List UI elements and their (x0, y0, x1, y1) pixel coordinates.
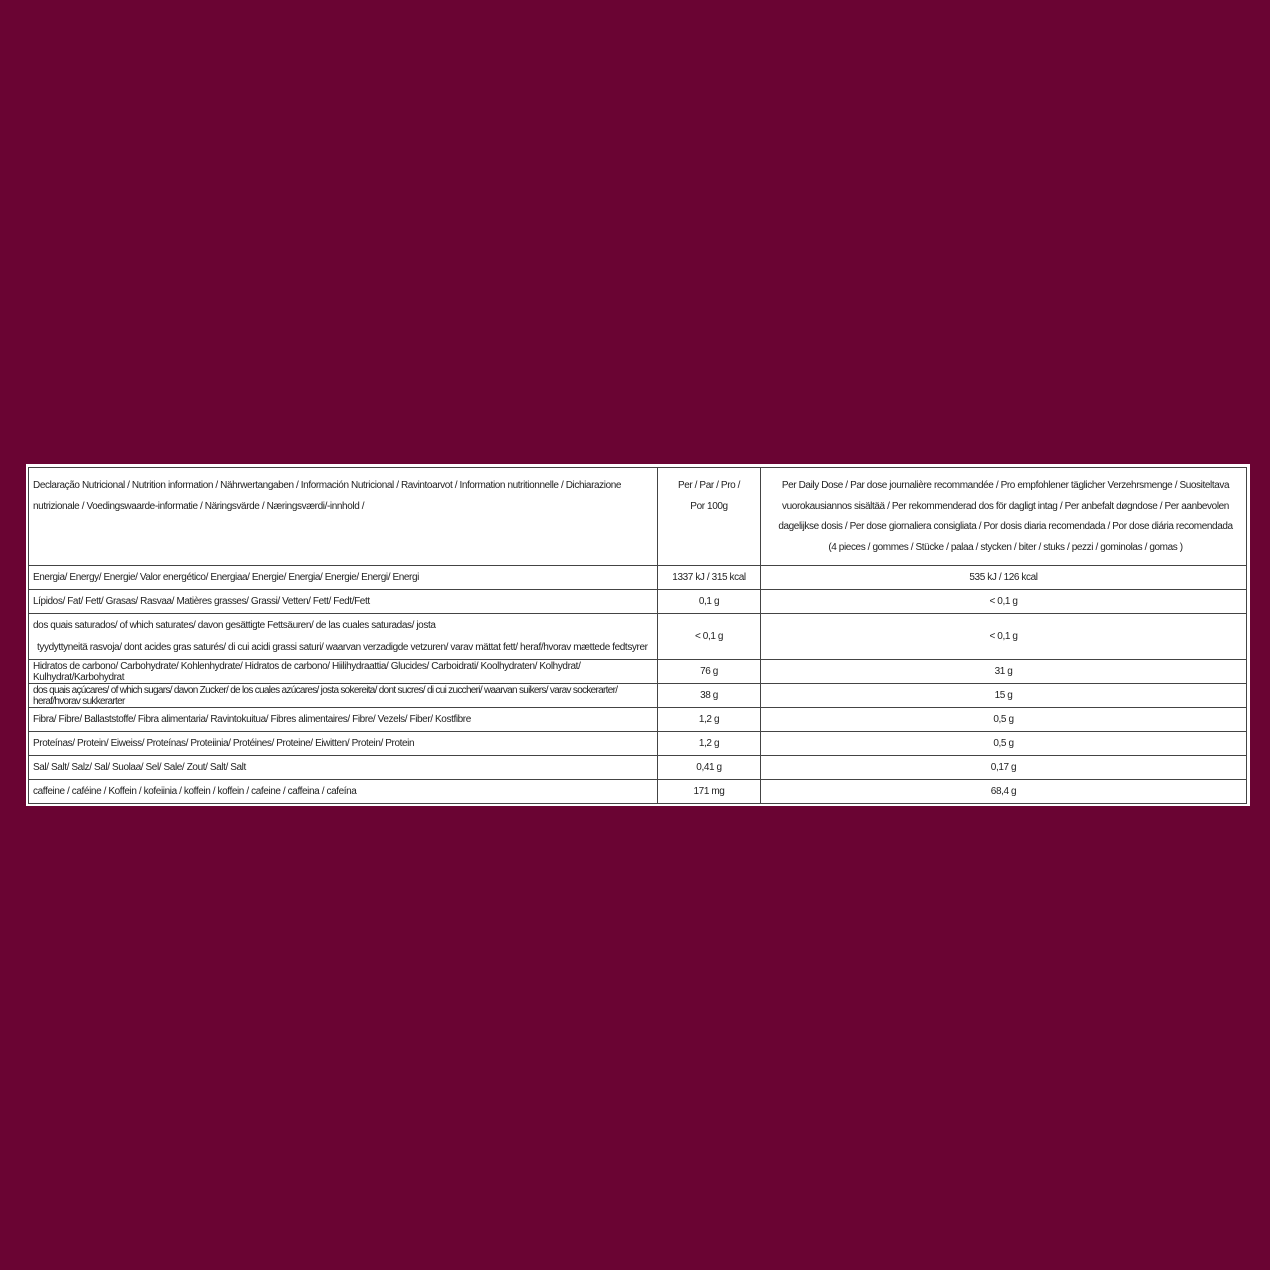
table-row-salt (29, 756, 1247, 780)
header-per100-cell: Per / Par / Pro / Por 100g (658, 468, 761, 566)
row-label-line-1: dos quais saturados/ of which saturates/ davon gesättigte Fettsäuren/ de las cuales saturadas/ josta (33, 619, 436, 631)
row-label: Energia/ Energy/ Energie/ Valor energético/ Energiaa/ Energie/ Energia/ Energie/ Energi/ Energi (29, 566, 658, 590)
row-label: Lípidos/ Fat/ Fett/ Grasas/ Rasvaa/ Matières grasses/ Grassi/ Vetten/ Fett/ Fedt/Fett (29, 590, 658, 614)
table-row-saturates (29, 614, 1247, 660)
row-per100: 0,1 g (658, 590, 761, 614)
row-per100: < 0,1 g (658, 614, 761, 660)
row-per100: 38 g (658, 684, 761, 708)
row-label (29, 614, 658, 660)
row-label: dos quais açúcares/ of which sugars/ davon Zucker/ de los cuales azúcares/ josta sokereita/ dont sucres/ di cui zuccheri/ waarvan suikers/ varav sockerarter/ heraf/hvorav sukkerarter (29, 684, 658, 708)
row-per100: 1337 kJ / 315 kcal (658, 566, 761, 590)
header-label-cell: Declaração Nutricional / Nutrition information / Nährwertangaben / Información Nutricional / Ravintoarvot / Information nutritionnelle / Dichiarazione nutrizionale / Voedingswaarde-informatie / Näringsvärde / Næringsværdi/-innhold / (29, 468, 658, 566)
row-daily: < 0,1 g (761, 614, 1247, 660)
table-row-fibre (29, 708, 1247, 732)
header-daily-cell: Per Daily Dose / Par dose journalière recommandée / Pro empfohlener täglicher Verzehrsmenge / Suositeltava vuorokausiannos sisältää / Per rekommenderad dos för dagligt intag / Per anbefalt døgndose / Per aanbevolen dagelijkse dosis / Per dose giornaliera consigliata / Por dosis diaria recomendada / Por dose diária recomendada (4 pieces / gommes / Stücke / palaa / stycken / biter / stuks / pezzi / gominolas / gomas ) (761, 468, 1247, 566)
table-row-fat (29, 590, 1247, 614)
row-per100: 76 g (658, 660, 761, 684)
row-daily: 31 g (761, 660, 1247, 684)
row-daily: 0,5 g (761, 732, 1247, 756)
row-per100: 171 mg (658, 780, 761, 804)
table-row-energy (29, 566, 1247, 590)
row-per100: 1,2 g (658, 708, 761, 732)
row-label: Proteínas/ Protein/ Eiweiss/ Proteínas/ Proteiinia/ Protéines/ Proteine/ Eiwitten/ Protein/ Protein (29, 732, 658, 756)
row-daily: < 0,1 g (761, 590, 1247, 614)
row-daily: 15 g (761, 684, 1247, 708)
row-daily: 0,5 g (761, 708, 1247, 732)
row-daily: 0,17 g (761, 756, 1247, 780)
table-row-protein (29, 732, 1247, 756)
nutrition-table (28, 467, 1247, 804)
row-label: Fibra/ Fibre/ Ballaststoffe/ Fibra alimentaria/ Ravintokuitua/ Fibres alimentaires/ Fibre/ Vezels/ Fiber/ Kostfibre (29, 708, 658, 732)
row-daily: 535 kJ / 126 kcal (761, 566, 1247, 590)
row-daily: 68,4 g (761, 780, 1247, 804)
row-label-line-2: tyydyttyneitä rasvoja/ dont acides gras saturés/ di cui acidi grassi saturi/ waarvan verzadigde vetzuren/ varav mättat fett/ heraf/hvorav mættede fedtsyrer (37, 641, 648, 653)
table-header-row (29, 468, 1247, 566)
row-per100: 1,2 g (658, 732, 761, 756)
row-label: caffeine / caféine / Koffein / kofeiinia / koffein / koffein / cafeine / caffeina / cafeína (29, 780, 658, 804)
nutrition-label (26, 464, 1250, 806)
row-label: Hidratos de carbono/ Carbohydrate/ Kohlenhydrate/ Hidratos de carbono/ Hiilihydraattia/ Glucides/ Carboidrati/ Koolhydraten/ Kolhydrat/ Kulhydrat/Karbohydrat (29, 660, 658, 684)
table-row-sugars (29, 684, 1247, 708)
table-row-caffeine (29, 780, 1247, 804)
row-per100: 0,41 g (658, 756, 761, 780)
row-label: Sal/ Salt/ Salz/ Sal/ Suolaa/ Sel/ Sale/ Zout/ Salt/ Salt (29, 756, 658, 780)
table-row-carbohydrate (29, 660, 1247, 684)
